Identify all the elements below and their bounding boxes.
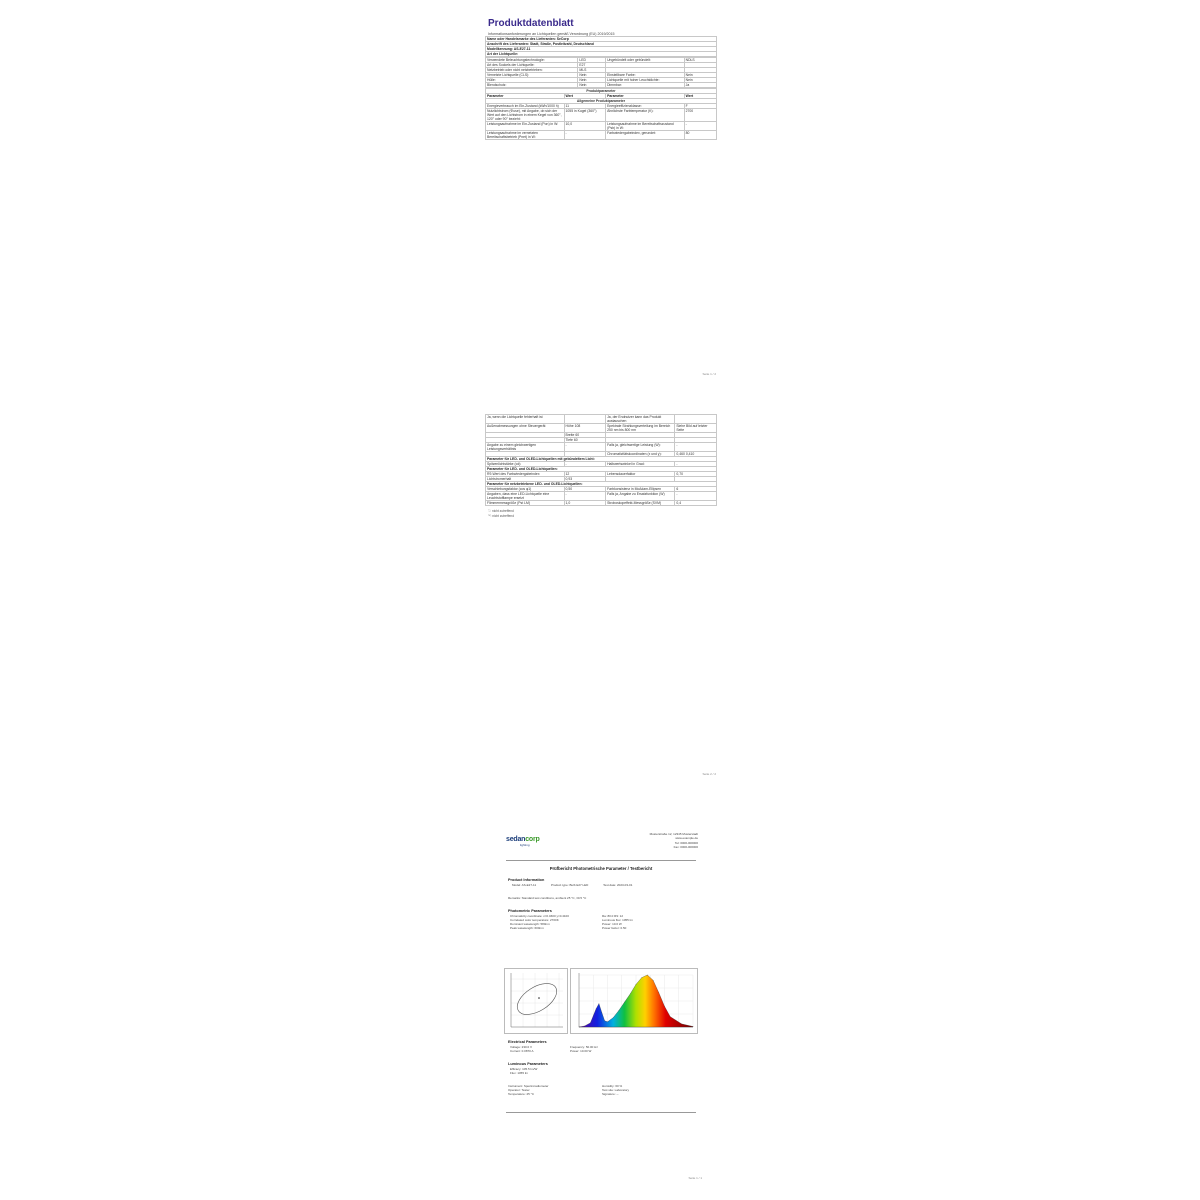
table-cell: Tiefe 60 (564, 438, 606, 443)
spectrum-point (636, 984, 637, 985)
table-cell: Lichtstromerhalt (486, 477, 565, 482)
spectrum-point (619, 1010, 620, 1011)
table-cell: Außenabmessungen ohne Steuergerät (486, 424, 565, 433)
spectrum-point (641, 977, 642, 978)
elec-line: Frequency: 50.00 Hz (570, 1045, 598, 1049)
datasheet-page-1 (484, 14, 718, 378)
table-cell: Halbwertswinkel in Grad: (606, 462, 675, 467)
footer-left (508, 1084, 596, 1096)
table-row (486, 52, 717, 57)
table-cell: 80 (684, 131, 716, 140)
table-cell: Nein (684, 78, 716, 83)
table-cell: - (564, 462, 606, 467)
supplier-info-table (485, 36, 717, 57)
photometric-header: Photometric Parameters (508, 909, 552, 913)
column-header: Parameter (606, 94, 685, 99)
lum-line: Flux: 1055 lm (510, 1071, 529, 1075)
divider (506, 860, 696, 861)
table-cell: Farbkonsistenz in McAdam-Ellipsen (606, 487, 675, 492)
address-line: Fax: 0000-000000 (673, 844, 698, 849)
table-cell: MLS (578, 68, 606, 73)
table-cell: 2700 (684, 109, 716, 122)
info-cell: Art der Lichtquelle: (486, 52, 717, 57)
footer-line: Temperature: 25 °C (508, 1092, 535, 1096)
address-line: Tel: 0000-000000 (674, 840, 698, 845)
remarks: Remarks: Standard test conditions, ambient 25 °C, ±0.5 °C (508, 896, 587, 900)
table-row (486, 501, 717, 506)
lum-line: Efficacy: 105.5 lm/W (510, 1067, 538, 1071)
brand-sub: lighting (520, 843, 530, 847)
table-cell: Ja, wenn die Lichtquelle fehlerhaft ist (486, 415, 565, 424)
table-cell: Ungebündelt oder gebündelt: (606, 58, 685, 63)
table-cell: 1,0 (564, 501, 606, 506)
param-line: Power: 10.0 W (602, 922, 622, 926)
table-cell: Art des Sockels der Lichtquelle: (486, 63, 578, 68)
table-cell: 10,0 (564, 122, 606, 131)
spectrum-point (647, 975, 648, 976)
spectrum-point (590, 1023, 591, 1024)
table-cell: 6 (675, 487, 717, 492)
table-cell: - (564, 131, 606, 140)
spectrum-point (693, 1026, 694, 1027)
directional-header: Parameter für LED- und OLED-Lichtquellen mit gebündeltem Licht: (486, 457, 717, 462)
spectrum-point (599, 1003, 600, 1004)
led-header: Parameter für LED- und OLED-Lichtquellen: (486, 467, 717, 472)
report-title: Prüfbericht Photometrische Parameter / Testbericht (549, 866, 653, 871)
product-model: Model: AS-E27-11 (512, 883, 537, 887)
spectrum-point (659, 992, 660, 993)
brand-main: sedan (506, 836, 526, 843)
product-type: Product type: Bulb E27 LED (550, 883, 589, 887)
table-cell: Lebensdauerfaktor (606, 472, 675, 477)
table-cell: Leistungsaufnahme im Ein-Zustand (Pon) in W: (486, 122, 565, 131)
luminous-header: Luminous Parameters (508, 1062, 548, 1066)
spectrum-point (630, 993, 631, 994)
product-info-line (512, 883, 646, 887)
datasheet-page-2 (484, 414, 718, 778)
general-params-header: Allgemeine Produktparameter (486, 99, 717, 104)
table-cell: Ähnlichste Farbtemperatur (K): (606, 109, 685, 122)
info-cell: Modellkennung: AS-E27-11 (486, 47, 717, 52)
table-cell: Verschiebungsfaktor (cos φ1) (486, 487, 565, 492)
table-cell: 1055 in Kugel (360°) (564, 109, 606, 122)
table-cell: 12 (564, 472, 606, 477)
table-cell: Dimmbar: (606, 83, 685, 88)
footnote-1: '-': nicht zutreffend (488, 509, 514, 513)
table-cell: Chromatizitätskoordinaten (x und y): (606, 452, 675, 457)
page-number: Seite 1 / 2 (702, 372, 716, 376)
table-cell: Farbwiedergabeindex, gerundet: (606, 131, 685, 140)
param-line: Ra: 80.0 R9: 12 (602, 914, 624, 918)
company-logo (506, 836, 552, 854)
elec-line: Power: 10.00 W (570, 1049, 592, 1053)
spectrum-point (602, 1012, 603, 1013)
electrical-col-left (510, 1045, 570, 1053)
spectrum-point (596, 1009, 597, 1010)
table-cell: - (675, 492, 717, 501)
photometric-col-right (602, 914, 694, 930)
param-line: Peak wavelength: 600nm (510, 926, 544, 930)
table-cell: 0,70 (675, 472, 717, 477)
spectrum-chart (570, 968, 698, 1034)
table-row (486, 122, 717, 131)
param-line: Chromaticity coordinate: x=0.4600 y=0.4100 (510, 914, 569, 918)
elec-line: Current: 0.0870 A (510, 1049, 534, 1053)
spectrum-point (653, 980, 654, 981)
table-cell: 0,93 (564, 477, 606, 482)
test-report-page (498, 826, 704, 1182)
table-cell: Falls ja, Angabe zu Ersatzfunktion (W) (606, 492, 675, 501)
table-cell: Breite 60 (564, 433, 606, 438)
spectrum-point (664, 1006, 665, 1007)
table-cell: - (564, 443, 606, 452)
param-line: Correlated color temperature: 2700K (510, 918, 559, 922)
table-cell: 0,4 (675, 501, 717, 506)
table-row (486, 131, 717, 140)
table-cell: - (675, 462, 717, 467)
table-cell: Leistungsaufnahme im vernetzten Bereitschaftsbetrieb (Pnet) in W: (486, 131, 565, 140)
table-cell: Nein (578, 83, 606, 88)
column-header: Parameter (486, 94, 565, 99)
mains-header: Parameter für netzbetriebene LED- und OLED-Lichtquellen: (486, 482, 717, 487)
document-title: Produktdatenblatt (488, 18, 574, 29)
param-line: Dominant wavelength: 580nm (510, 922, 550, 926)
table-cell: Siehe Bild auf letzter Seite (675, 424, 717, 433)
table-cell: - (564, 492, 606, 501)
params-header: Produktparameter (486, 89, 717, 94)
table-cell: R9-Wert des Farbwiedergabeindex (486, 472, 565, 477)
table-row (486, 109, 717, 122)
measured-point (538, 997, 540, 999)
table-cell: 11 (564, 104, 606, 109)
table-cell: Blendschutz: (486, 83, 578, 88)
electrical-header: Electrical Parameters (508, 1040, 547, 1044)
footer-line: Humidity: 60 % (602, 1084, 623, 1088)
spectrum-point (607, 1022, 608, 1023)
page-number: Seite 1 / 1 (688, 1176, 702, 1180)
footer-line: Operator: Tester (508, 1088, 530, 1092)
page-number: Seite 2 / 2 (702, 772, 716, 776)
table-cell: Leistungsaufnahme im Bereitschaftszustand (Psb) in W: (606, 122, 685, 131)
divider (506, 1112, 696, 1113)
table-row (486, 83, 717, 88)
macadam-ellipse (512, 977, 562, 1021)
column-header: Wert (684, 94, 716, 99)
table-cell: F (684, 104, 716, 109)
table-cell: Nein (578, 73, 606, 78)
footer-line: Instrument: Spectroradiometer (508, 1084, 549, 1088)
table-cell: 0,460 0,410 (675, 452, 717, 457)
table-cell: Ja, der Endnutzer kann das Produkt austauschen (606, 415, 675, 424)
table-cell: Angaben, dass eine LED-Lichtquelle eine Leuchtstofflampe ersetzt (486, 492, 565, 501)
product-parameters-table (485, 88, 717, 140)
table-cell: Vernetzte Lichtquelle (CLS): (486, 73, 578, 78)
table-cell: Nein (684, 73, 716, 78)
spectrum-point (579, 1027, 580, 1028)
electrical-col-mid (570, 1045, 630, 1053)
product-info-header: Product Information (508, 878, 545, 882)
param-line: Luminous flux: 1055 lm (602, 918, 633, 922)
test-date: Test date: 2023-03-01 (603, 883, 633, 887)
chromaticity-diagram (504, 968, 568, 1034)
table-row (486, 492, 717, 501)
table-cell: 0,50 (564, 487, 606, 492)
footnote-2: '*': nicht zutreffend (488, 514, 514, 518)
table-cell: LED (578, 58, 606, 63)
table-cell: Lichtquelle mit hoher Leuchtdichte: (606, 78, 685, 83)
table-cell: Spitzenlichtstärke (cd): (486, 462, 565, 467)
address-line: Musterstraße 12, 12345 Musterstadt (649, 832, 698, 836)
table-cell: Einstellbare Farbe: (606, 73, 685, 78)
spectrum-point (624, 1002, 625, 1003)
spectrum-svg (571, 969, 697, 1033)
photometric-col-left (510, 914, 600, 930)
document-intro: Informationsanforderungen an Lichtquellen gemäß Verordnung (EU) 2019/2015 (488, 32, 615, 36)
table-cell: Spektrale Strahlungsverteilung im Bereich 250 nm bis 800 nm (606, 424, 675, 433)
info-cell: Anschrift des Lieferanten: Stadt, Straße, Postleitzahl, Deutschland (486, 42, 717, 47)
address-line: www.example.de (675, 836, 698, 841)
table-cell: - (684, 122, 716, 131)
spectrum-point (613, 1017, 614, 1018)
table-cell: Höhe 108 (564, 424, 606, 433)
table-cell: Nein (578, 78, 606, 83)
spectrum-point (681, 1024, 682, 1025)
table-cell: Netzbetrieb oder nicht netzbetrieben: (486, 68, 578, 73)
param-line: Power factor: 0.50 (602, 926, 627, 930)
spectrum-point (670, 1016, 671, 1017)
light-source-table (485, 57, 717, 88)
table-cell: Verwendete Beleuchtungstechnologie: (486, 58, 578, 63)
table-cell: Ja (684, 83, 716, 88)
luminous-col (510, 1067, 570, 1075)
elec-line: Voltage: 230.0 V (510, 1045, 533, 1049)
table-cell: Nutzlichtstrom (Φuse), mit Angabe, ob sich der Wert auf den Lichtstrom in einem Kegel von 360°, 120° oder 90° bezieht: (486, 109, 565, 122)
spectrum-point (604, 1021, 605, 1022)
table-cell: Falls ja, gleichwertige Leistung (W): (606, 443, 675, 452)
company-address (606, 832, 698, 849)
table-cell: Flimmermessgröße (Pst LM) (486, 501, 565, 506)
table-cell: Stroboskopeffekt-Messgröße (SVM) (606, 501, 675, 506)
footer-line: Test site: Laboratory (602, 1088, 630, 1092)
table-cell: - (675, 443, 717, 452)
column-header: Wert (564, 94, 606, 99)
table-cell: E27 (578, 63, 606, 68)
footer-line: Signature: -- (602, 1092, 619, 1096)
table-cell: NDLS (684, 58, 716, 63)
table-row (486, 443, 717, 452)
footer-right (602, 1084, 694, 1096)
table-cell: Hülle: (486, 78, 578, 83)
table-cell (675, 415, 717, 424)
table-row (486, 415, 717, 424)
table-cell: Energieeffizienzklasse: (606, 104, 685, 109)
table-cell: Angabe zu einem gleichwertigen Leistungsverhältnis (486, 443, 565, 452)
spectrum-point (584, 1026, 585, 1027)
chromaticity-svg (505, 969, 567, 1033)
page2-table (485, 414, 717, 506)
table-cell: Energieverbrauch im Ein-Zustand (kWh/1000 h) (486, 104, 565, 109)
table-cell (564, 415, 606, 424)
table-row (486, 424, 717, 433)
brand-accent: corp (525, 836, 540, 843)
info-cell: Name oder Handelsmarke des Lieferanten: SeCorp (486, 37, 717, 42)
